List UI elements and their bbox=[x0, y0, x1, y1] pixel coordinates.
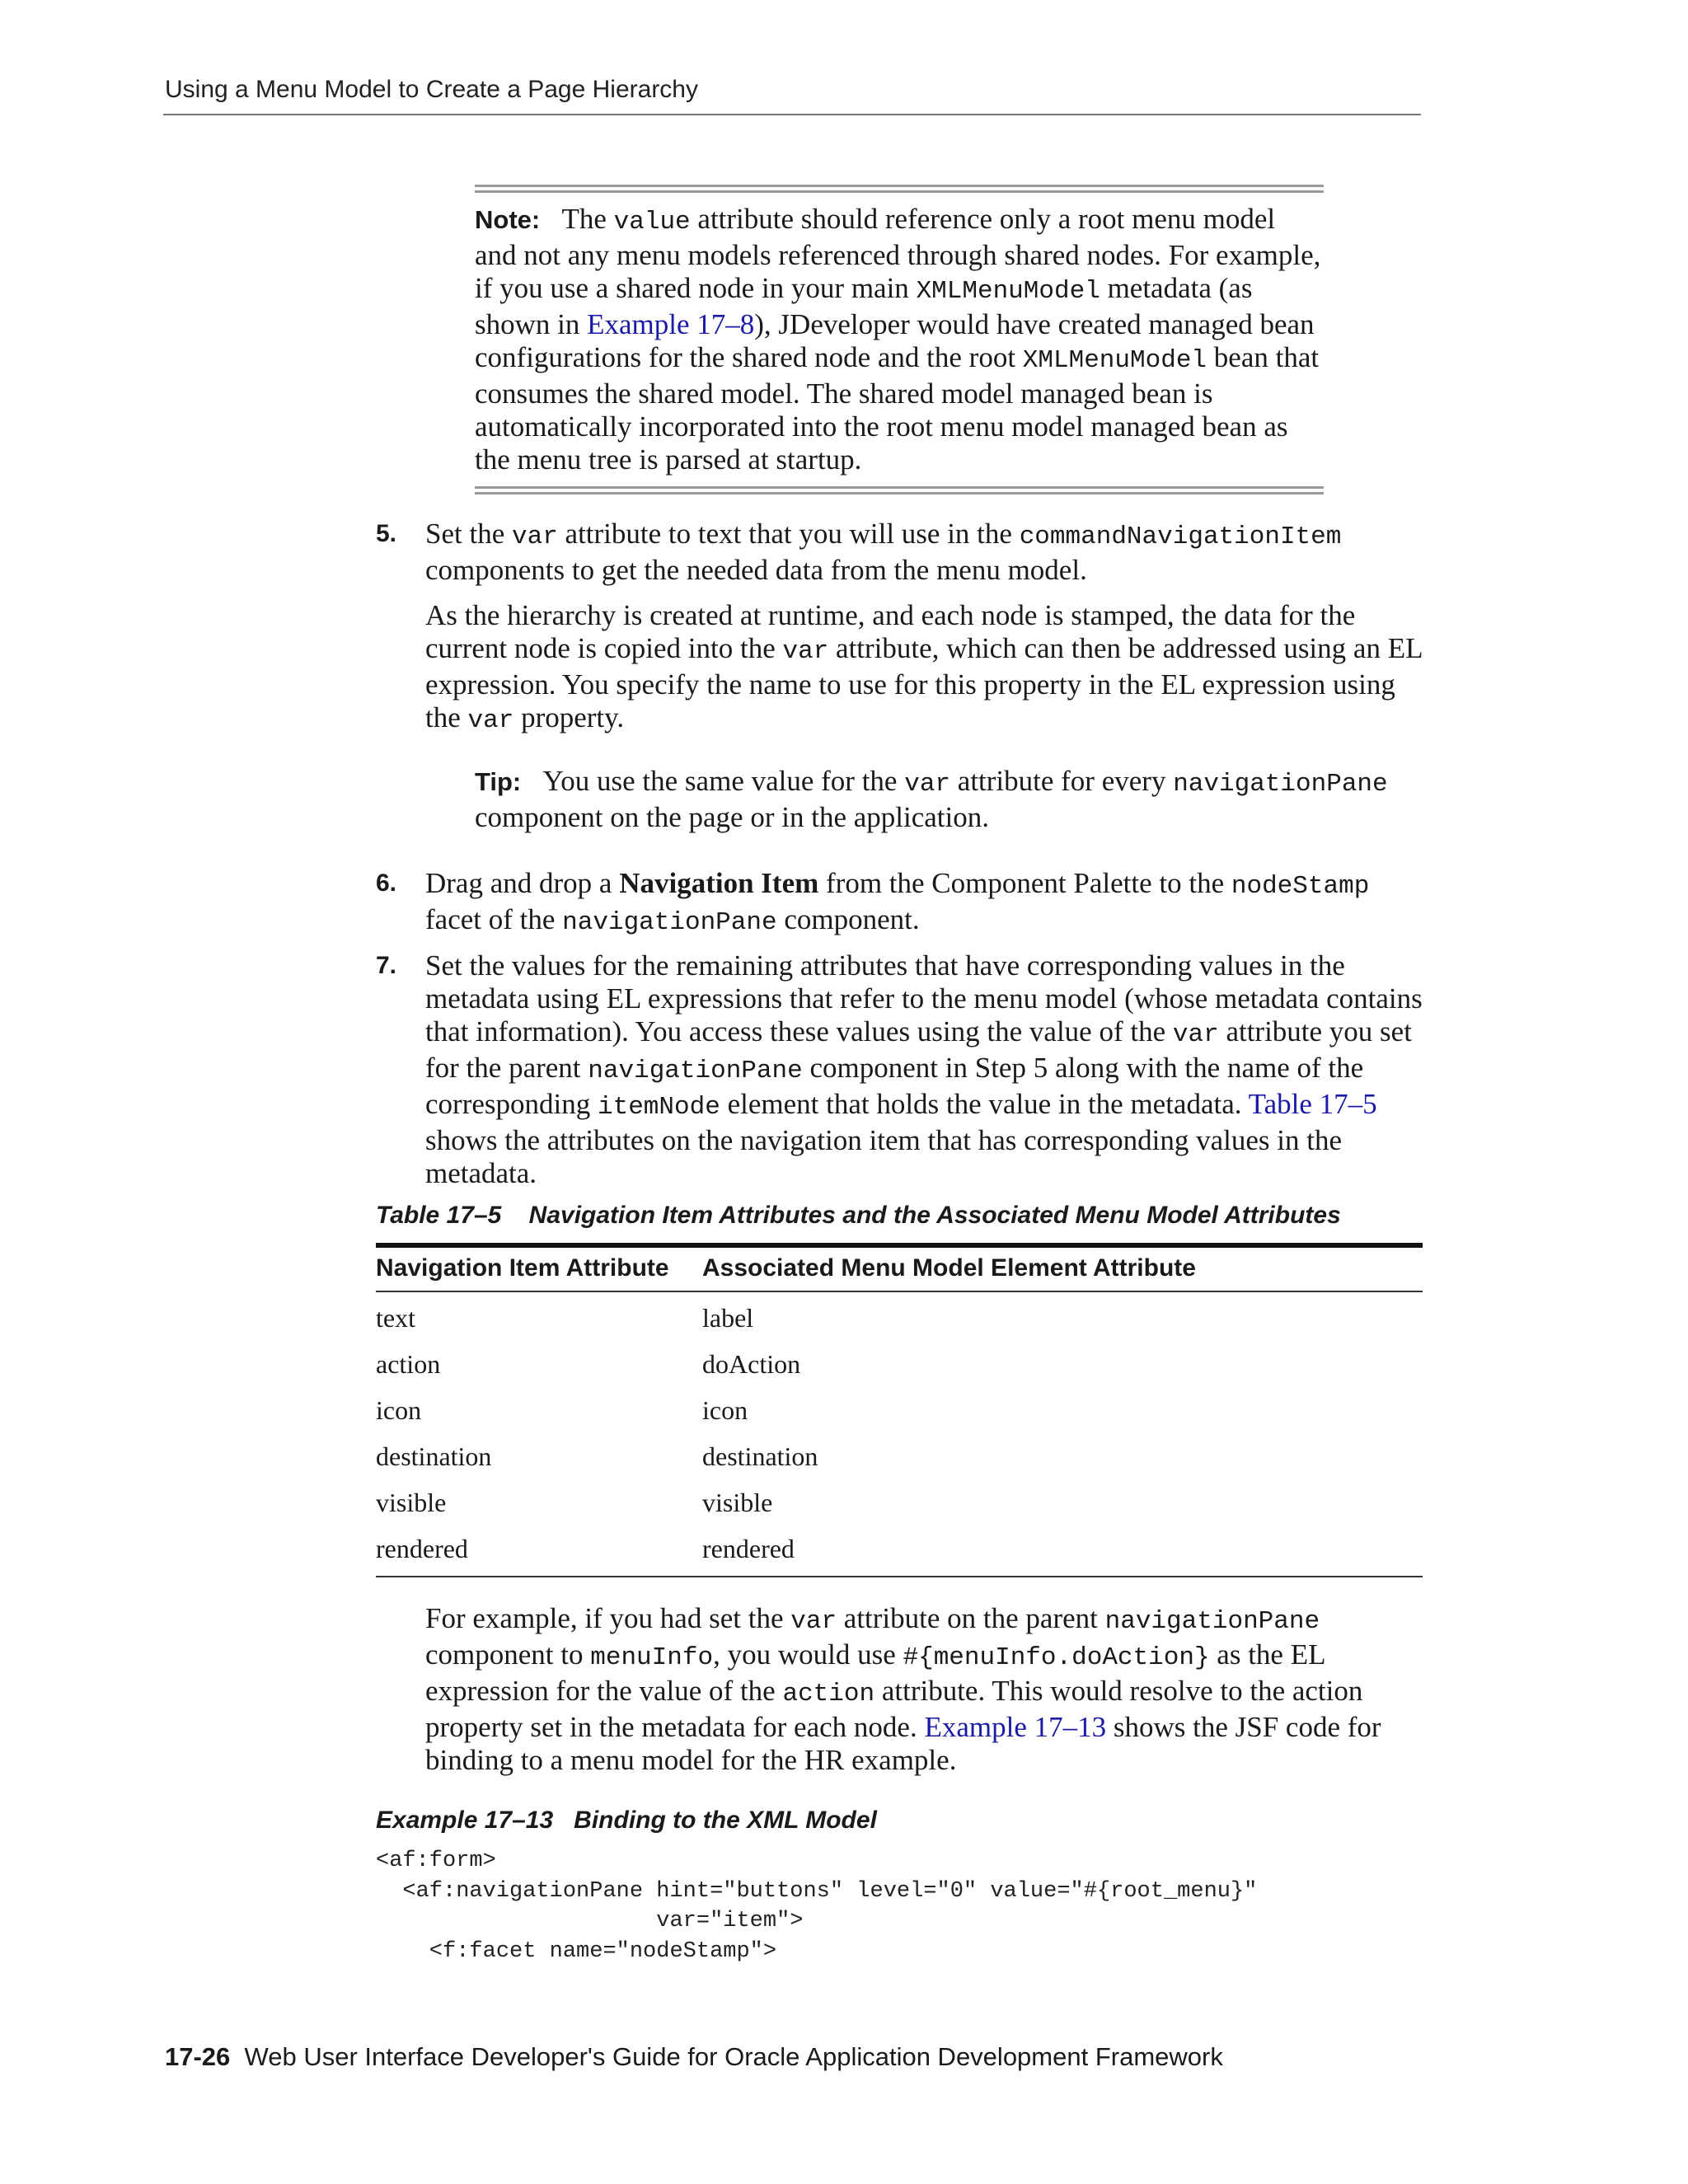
example-para-code-var: var bbox=[790, 1607, 837, 1636]
example-caption bbox=[376, 1807, 877, 1835]
table-cell: label bbox=[702, 1302, 754, 1333]
table-cell: doAction bbox=[702, 1348, 801, 1379]
example-para-text-6: attribute. This would resolve to the action property set in the metadata for each node. bbox=[425, 1675, 1363, 1743]
note-text-2: attribute should reference only a root menu model and not any menu models referenced through shared nodes. For example, if you use a shared node in your main bbox=[475, 203, 1321, 304]
example-para-text-1: For example, if you had set the bbox=[425, 1602, 791, 1634]
step-5-text-2: attribute to text that you will use in the bbox=[557, 518, 1020, 550]
example-para-text-5: as the EL expression for the value of the bbox=[425, 1638, 1325, 1707]
step-7-code-var: var bbox=[1172, 1020, 1219, 1049]
step-7-text-5: shows the attributes on the navigation item that has corresponding values in the metadata. bbox=[425, 1124, 1342, 1189]
step-7-text-4: element that holds the value in the metadata. bbox=[720, 1088, 1249, 1120]
step-5-para-code-var: var bbox=[782, 637, 829, 666]
example-para-code-el: #{menuInfo.doAction} bbox=[903, 1643, 1210, 1672]
step-6 bbox=[376, 867, 1423, 940]
table-row bbox=[376, 1291, 1423, 1338]
note-code-value: value bbox=[613, 208, 691, 237]
step-7-text-1: Set the values for the remaining attributes that have corresponding values in the metadata using EL expressions that refer to the menu model (whose metadata contains that information). You access these values using the value of the bbox=[425, 949, 1423, 1047]
step-7-code-navpane: navigationPane bbox=[588, 1057, 803, 1085]
example-17-8-link[interactable]: Example 17–8 bbox=[587, 308, 755, 340]
example-para-text-4: , you would use bbox=[713, 1638, 903, 1671]
step-6-text-4: component. bbox=[776, 903, 920, 935]
step-5-code-cni: commandNavigationItem bbox=[1019, 523, 1342, 551]
note-text-5: bean that consumes the shared model. The shared model managed bean is automatically incorporated into the root menu model managed bean as the menu tree is parsed at startup. bbox=[475, 341, 1320, 476]
example-paragraph bbox=[425, 1602, 1423, 1777]
code-block: <af:form> <af:navigationPane hint="buttons" level="0" value="#{root_menu}" var="item"> <f:facet name="nodeStamp"> bbox=[376, 1849, 1258, 1964]
tip-label: Tip: bbox=[475, 767, 522, 796]
table-header-cell: Associated Menu Model Element Attribute bbox=[702, 1245, 1423, 1291]
step-5-text-1: Set the bbox=[425, 518, 512, 550]
table-cell: rendered bbox=[376, 1523, 702, 1577]
page-footer bbox=[165, 2042, 1223, 2072]
table-cell: visible bbox=[376, 1487, 447, 1517]
attributes-table bbox=[376, 1243, 1423, 1577]
note-text-1: The bbox=[561, 203, 614, 235]
table-row bbox=[376, 1338, 1423, 1385]
table-caption bbox=[376, 1202, 1341, 1230]
step-7 bbox=[376, 949, 1423, 1190]
note-text-3: metadata (as shown in bbox=[475, 272, 1253, 340]
step-number: 5. bbox=[376, 520, 397, 547]
note-top-rule bbox=[475, 185, 1324, 193]
table-cell: destination bbox=[376, 1441, 492, 1471]
example-para-code-action: action bbox=[782, 1680, 875, 1708]
footer-title: Web User Interface Developer's Guide for Oracle Application Development Framework bbox=[244, 2042, 1223, 2071]
tip-code-var: var bbox=[904, 770, 951, 799]
table-cell: destination bbox=[702, 1441, 818, 1471]
step-6-text-3: facet of the bbox=[425, 903, 563, 935]
step-5-para-text-1: As the hierarchy is created at runtime, and each node is stamped, the data for the current node is copied into the bbox=[425, 599, 1356, 664]
note-label: Note: bbox=[475, 205, 541, 234]
step-7-text bbox=[425, 949, 1423, 1190]
page-number: 17-26 bbox=[165, 2042, 231, 2071]
step-6-text bbox=[425, 867, 1423, 940]
note-text-4: ), JDeveloper would have created managed bean configurations for the shared node and the root bbox=[475, 308, 1315, 373]
tip-code-navpane: navigationPane bbox=[1173, 770, 1388, 799]
step-6-text-2: from the Component Palette to the bbox=[818, 867, 1231, 899]
step-5-para-text-2: attribute, which can then be addressed using an EL expression. You specify the name to use for this property in the EL expression using the bbox=[425, 632, 1423, 733]
table-row bbox=[376, 1477, 1423, 1523]
table-row bbox=[376, 1385, 1423, 1431]
tip bbox=[475, 765, 1423, 834]
tip-text-1: You use the same value for the bbox=[542, 765, 905, 797]
step-number: 6. bbox=[376, 869, 397, 897]
table-cell: rendered bbox=[702, 1523, 1423, 1577]
example-para-text-2: attribute on the parent bbox=[837, 1602, 1105, 1634]
note-bottom-rule bbox=[475, 486, 1324, 494]
table-cell: action bbox=[376, 1348, 441, 1379]
step-6-code-navpane: navigationPane bbox=[562, 908, 777, 937]
example-para-text-7: shows the JSF code for binding to a menu model for the HR example. bbox=[425, 1711, 1381, 1776]
step-6-bold-navigation-item: Navigation Item bbox=[619, 867, 819, 899]
example-caption-number: Example 17–13 bbox=[376, 1807, 554, 1834]
step-7-code-itemnode: itemNode bbox=[597, 1093, 720, 1122]
running-header: Using a Menu Model to Create a Page Hierarchy bbox=[165, 76, 698, 103]
table-row bbox=[376, 1523, 1423, 1577]
example-17-13-link[interactable]: Example 17–13 bbox=[924, 1711, 1107, 1743]
note-code-xmlmenumodel-2: XMLMenuModel bbox=[1022, 346, 1207, 375]
step-6-code-nodestamp: nodeStamp bbox=[1231, 872, 1370, 901]
table-row bbox=[376, 1431, 1423, 1477]
step-6-text-1: Drag and drop a bbox=[425, 867, 620, 899]
step-5-text-3: components to get the needed data from the menu model. bbox=[425, 554, 1087, 586]
step-number: 7. bbox=[376, 952, 397, 979]
note-box bbox=[475, 185, 1324, 494]
table-cell: text bbox=[376, 1302, 415, 1333]
table-cell: icon bbox=[376, 1394, 422, 1425]
example-caption-title: Binding to the XML Model bbox=[574, 1807, 877, 1834]
table-header-cell: Navigation Item Attribute bbox=[376, 1245, 702, 1291]
step-7-text-2: attribute you set for the parent bbox=[425, 1015, 1412, 1084]
table-cell: visible bbox=[702, 1487, 773, 1517]
example-para-code-navpane: navigationPane bbox=[1104, 1607, 1320, 1636]
step-7-text-3: component in Step 5 along with the name of the corresponding bbox=[425, 1052, 1364, 1120]
example-para-code-menuinfo: menuInfo bbox=[590, 1643, 714, 1672]
step-5-code-var: var bbox=[511, 523, 558, 551]
table-header-row bbox=[376, 1245, 1423, 1291]
table-17-5-link[interactable]: Table 17–5 bbox=[1248, 1088, 1377, 1120]
tip-text-3: component on the page or in the application. bbox=[475, 801, 989, 833]
tip-text-2: attribute for every bbox=[950, 765, 1174, 797]
table-cell: icon bbox=[702, 1394, 748, 1425]
step-5-text bbox=[425, 518, 1423, 587]
step-5 bbox=[376, 518, 1423, 587]
step-5-para-code-var-2: var bbox=[467, 706, 514, 735]
table-caption-number: Table 17–5 bbox=[376, 1202, 502, 1229]
table-caption-title: Navigation Item Attributes and the Associated Menu Model Attributes bbox=[528, 1202, 1341, 1229]
step-5-paragraph bbox=[425, 599, 1423, 738]
note-text bbox=[475, 193, 1324, 486]
example-para-text-3: component to bbox=[425, 1638, 591, 1671]
step-5-para-text-3: property. bbox=[513, 701, 625, 733]
note-code-xmlmenumodel: XMLMenuModel bbox=[916, 277, 1100, 306]
header-rule bbox=[163, 114, 1421, 115]
